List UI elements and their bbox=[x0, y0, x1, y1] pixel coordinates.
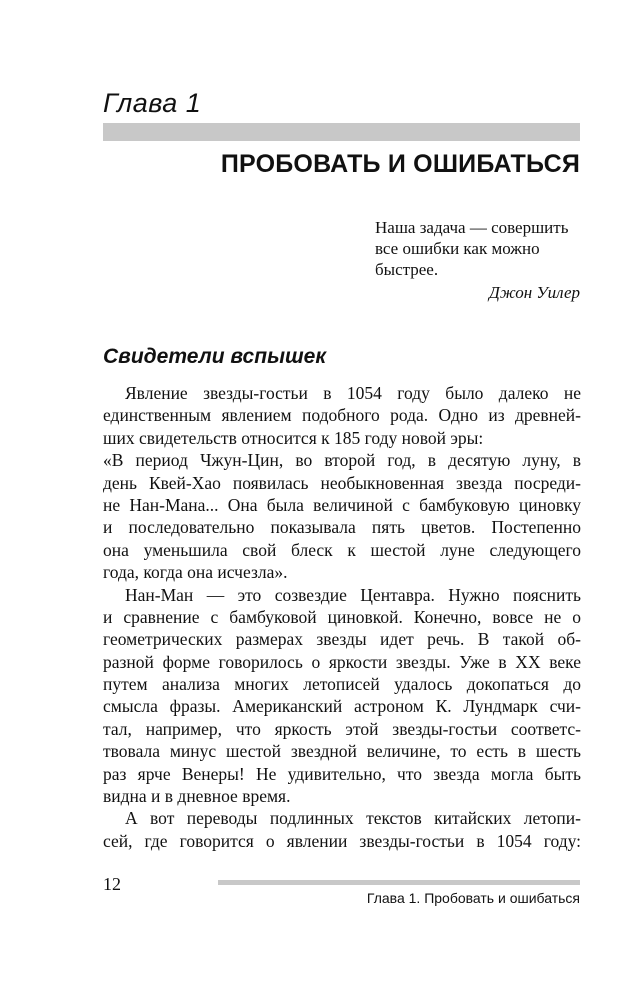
text-line: раз ярче Венеры! Не удивительно, что звезда могла быть bbox=[103, 763, 581, 784]
text-line: видна и в дневное время. bbox=[103, 786, 291, 807]
text-line: тал, например, что яркость этой звезды-гостьи соответс- bbox=[103, 718, 581, 739]
text-line: А вот переводы подлинных текстов китайских летопи- bbox=[125, 808, 581, 829]
epigraph-line: быстрее. bbox=[375, 260, 439, 279]
text-line: сей, где говорится о явлении звезды-гостьи в 1054 году: bbox=[103, 830, 581, 851]
running-head: Глава 1. Пробовать и ошибаться bbox=[366, 890, 580, 906]
section-title: Свидетели вспышек bbox=[103, 345, 326, 368]
text-line: день Квей-Хао появилась необыкновенная звезда посреди- bbox=[103, 472, 581, 493]
body-text bbox=[103, 382, 581, 852]
text-line: года, когда она исчезла». bbox=[103, 562, 288, 583]
chapter-title: ПРОБОВАТЬ И ОШИБАТЬСЯ bbox=[220, 150, 580, 178]
paragraph-1 bbox=[103, 382, 581, 449]
text-line: «В период Чжун-Цин, во второй год, в десятую луну, в bbox=[103, 450, 581, 471]
footer-divider-bar bbox=[218, 880, 580, 885]
text-line: она уменьшила свой блеск к шестой луне следующего bbox=[103, 539, 581, 560]
epigraph-line: все ошибки как можно bbox=[375, 239, 540, 258]
text-line: путем анализа многих летописей удалось докопаться до bbox=[103, 674, 581, 695]
text-line: единственным явлением подобного рода. Одно из древней- bbox=[103, 405, 581, 426]
text-line: ших свидетельств относится к 185 году новой эры: bbox=[103, 427, 484, 448]
text-line: и последовательно показывала пять цветов. Постепенно bbox=[103, 517, 581, 538]
paragraph-3 bbox=[103, 584, 581, 808]
text-line: разной форме говорилось о яркости звезды. Уже в XX веке bbox=[103, 651, 581, 672]
text-line: Нан-Ман — это созвездие Центавра. Нужно пояснить bbox=[125, 584, 581, 605]
text-line: не Нан-Мана... Она была величиной с бамбуковую циновку bbox=[103, 494, 581, 515]
page-number: 12 bbox=[103, 874, 121, 894]
paragraph-2 bbox=[103, 449, 581, 583]
text-line: твовала минус шестой звездной величине, то есть в шесть bbox=[103, 741, 581, 762]
epigraph-author: Джон Уилер bbox=[489, 283, 580, 302]
text-line: смысла фразы. Американский астроном К. Лундмарк счи- bbox=[103, 696, 581, 717]
text-line: Явление звезды-гостьи в 1054 году было далеко не bbox=[125, 383, 581, 403]
epigraph bbox=[375, 217, 585, 303]
paragraph-4 bbox=[103, 807, 581, 852]
chapter-label: Глава 1 bbox=[103, 88, 202, 118]
epigraph-line: Наша задача — совершить bbox=[375, 218, 569, 237]
chapter-divider-bar bbox=[103, 123, 580, 141]
text-line: и сравнение с бамбуковой циновкой. Конечно, вовсе не о bbox=[103, 606, 581, 627]
text-line: геометрических размерах звезды идет речь. В такой об- bbox=[103, 629, 581, 650]
